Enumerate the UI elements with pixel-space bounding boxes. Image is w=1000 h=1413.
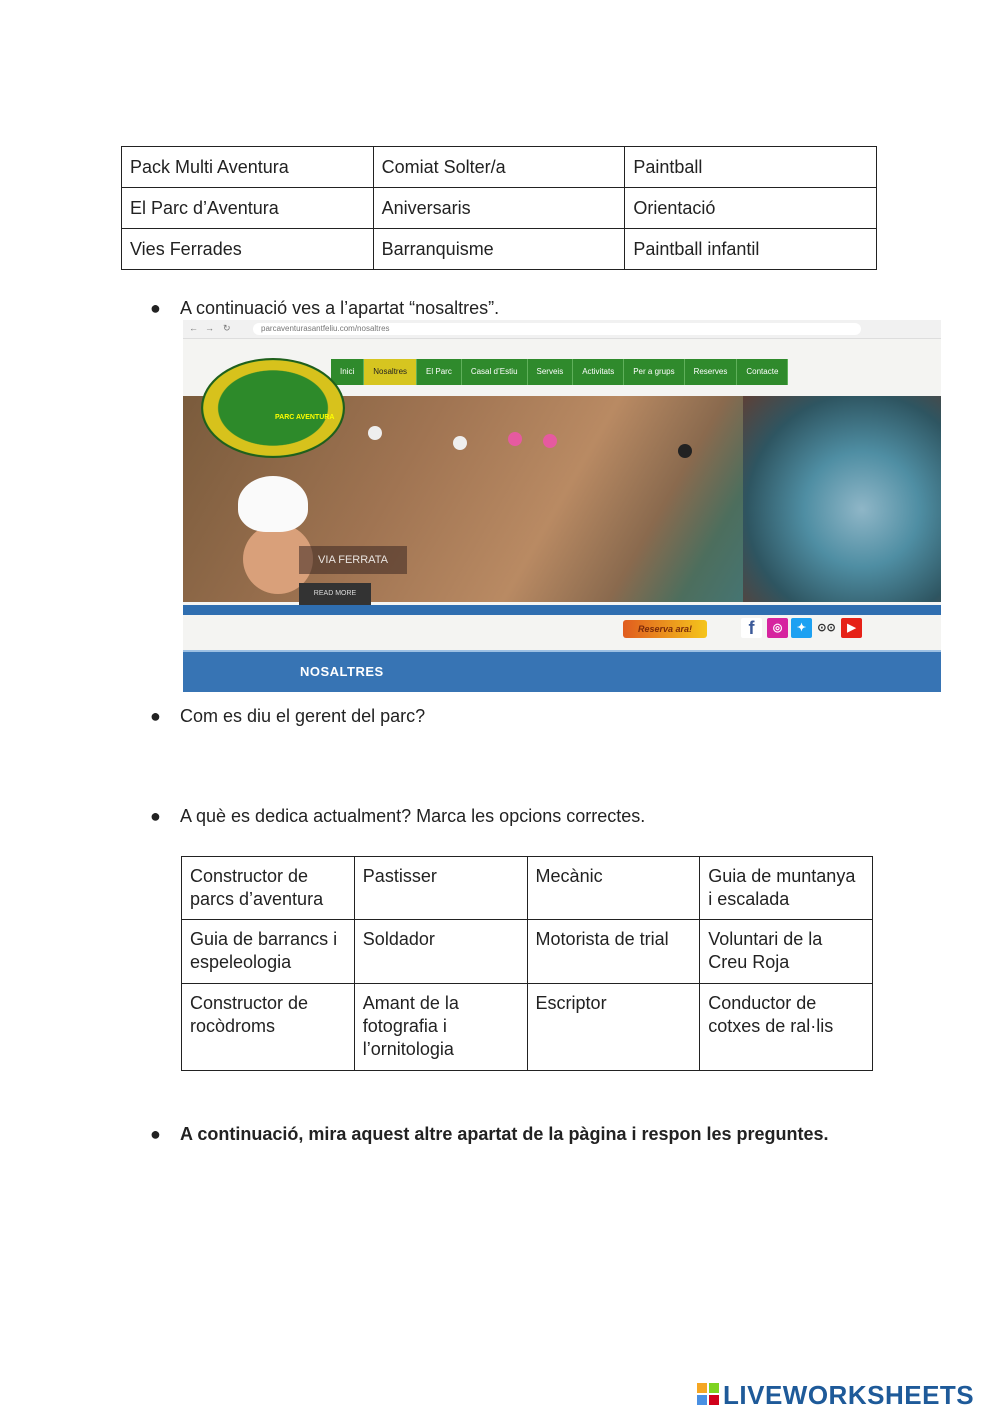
climber xyxy=(678,444,692,458)
sea-area xyxy=(743,396,941,602)
back-icon: ← xyxy=(189,323,198,333)
reservation-badge: Reserva ara! xyxy=(623,620,707,638)
table-cell: Comiat Solter/a xyxy=(373,147,625,188)
table-row xyxy=(122,229,877,270)
browser-address-bar xyxy=(183,320,941,339)
liveworksheets-mark-icon xyxy=(697,1383,721,1407)
option-cell[interactable]: Constructor de rocòdroms xyxy=(182,984,355,1071)
twitter-icon: ✦ xyxy=(791,618,812,638)
bullet-text: Com es diu el gerent del parc? xyxy=(180,706,426,726)
option-cell[interactable]: Pastisser xyxy=(354,857,527,920)
slide-title: VIA FERRATA xyxy=(299,546,407,574)
youtube-icon: ▶ xyxy=(841,618,862,638)
table-row xyxy=(182,984,873,1071)
bullet-instruction-nosaltres: ● A continuació ves a l’apartat “nosaltres”. xyxy=(150,298,500,318)
website-screenshot xyxy=(183,320,941,692)
bullet-text: A continuació, mira aquest altre apartat de la pàgina i respon les preguntes. xyxy=(180,1124,829,1144)
table-cell: Vies Ferrades xyxy=(122,229,374,270)
activities-table xyxy=(121,146,877,270)
table-row xyxy=(122,147,877,188)
bullet-text: A què es dedica actualment? Marca les opcions correctes. xyxy=(180,806,646,826)
option-cell[interactable]: Soldador xyxy=(354,920,527,984)
table-cell: Paintball infantil xyxy=(625,229,877,270)
table-cell: El Parc d’Aventura xyxy=(122,188,374,229)
option-cell[interactable]: Guia de barrancs i espeleologia xyxy=(182,920,355,984)
logo-text: PARC AVENTURA xyxy=(275,414,335,421)
nav-item: Casal d’Estiu xyxy=(462,359,528,385)
climber xyxy=(368,426,382,440)
table-cell: Aniversaris xyxy=(373,188,625,229)
forward-icon: → xyxy=(205,323,214,333)
reload-icon: ↻ xyxy=(223,323,231,333)
nav-item: Contacte xyxy=(737,359,788,385)
climber xyxy=(508,432,522,446)
climber xyxy=(453,436,467,450)
option-cell[interactable]: Conductor de cotxes de ral·lis xyxy=(700,984,873,1071)
nav-item: El Parc xyxy=(417,359,462,385)
option-cell[interactable]: Motorista de trial xyxy=(527,920,700,984)
table-row xyxy=(182,857,873,920)
option-cell[interactable]: Escriptor xyxy=(527,984,700,1071)
section-banner xyxy=(183,650,941,692)
nav-item: Per a grups xyxy=(624,359,684,385)
url-text: parcaventurasantfeliu.com/nosaltres xyxy=(253,323,861,335)
bullet-question-manager: ● Com es diu el gerent del parc? xyxy=(150,706,426,726)
table-row xyxy=(122,188,877,229)
liveworksheets-logo xyxy=(697,1380,974,1411)
option-cell[interactable]: Amant de la fotografia i l’ornitologia xyxy=(354,984,527,1071)
brand-text: LIVEWORKSHEETS xyxy=(723,1380,975,1410)
blue-divider xyxy=(183,605,941,615)
climber xyxy=(543,434,557,448)
jobs-table xyxy=(181,856,873,1071)
table-cell: Pack Multi Aventura xyxy=(122,147,374,188)
nav-item: Inici xyxy=(331,359,364,385)
tripadvisor-icon: ⊙⊙ xyxy=(816,618,837,638)
nav-item-active: Nosaltres xyxy=(364,359,417,385)
option-cell[interactable]: Mecànic xyxy=(527,857,700,920)
instagram-icon: ◎ xyxy=(767,618,788,638)
table-cell: Paintball xyxy=(625,147,877,188)
option-cell[interactable]: Voluntari de la Creu Roja xyxy=(700,920,873,984)
table-cell: Barranquisme xyxy=(373,229,625,270)
nav-item: Activitats xyxy=(573,359,624,385)
nav-item: Reserves xyxy=(685,359,738,385)
table-cell: Orientació xyxy=(625,188,877,229)
bullet-question-job: ● A què es dedica actualment? Marca les opcions correctes. xyxy=(150,806,646,826)
helmet-icon xyxy=(238,476,308,532)
option-cell[interactable]: Guia de muntanya i escalada xyxy=(700,857,873,920)
facebook-icon: f xyxy=(741,618,762,638)
table-row xyxy=(182,920,873,984)
read-more-button: READ MORE xyxy=(299,583,371,605)
option-cell[interactable]: Constructor de parcs d’aventura xyxy=(182,857,355,920)
park-logo xyxy=(201,358,345,458)
site-nav xyxy=(331,359,788,385)
bullet-instruction-next: ● A continuació, mira aquest altre apartat de la pàgina i respon les preguntes. xyxy=(150,1124,829,1144)
nav-item: Serveis xyxy=(528,359,574,385)
banner-title: NOSALTRES xyxy=(300,664,384,679)
bullet-text: A continuació ves a l’apartat “nosaltres”. xyxy=(180,298,500,318)
